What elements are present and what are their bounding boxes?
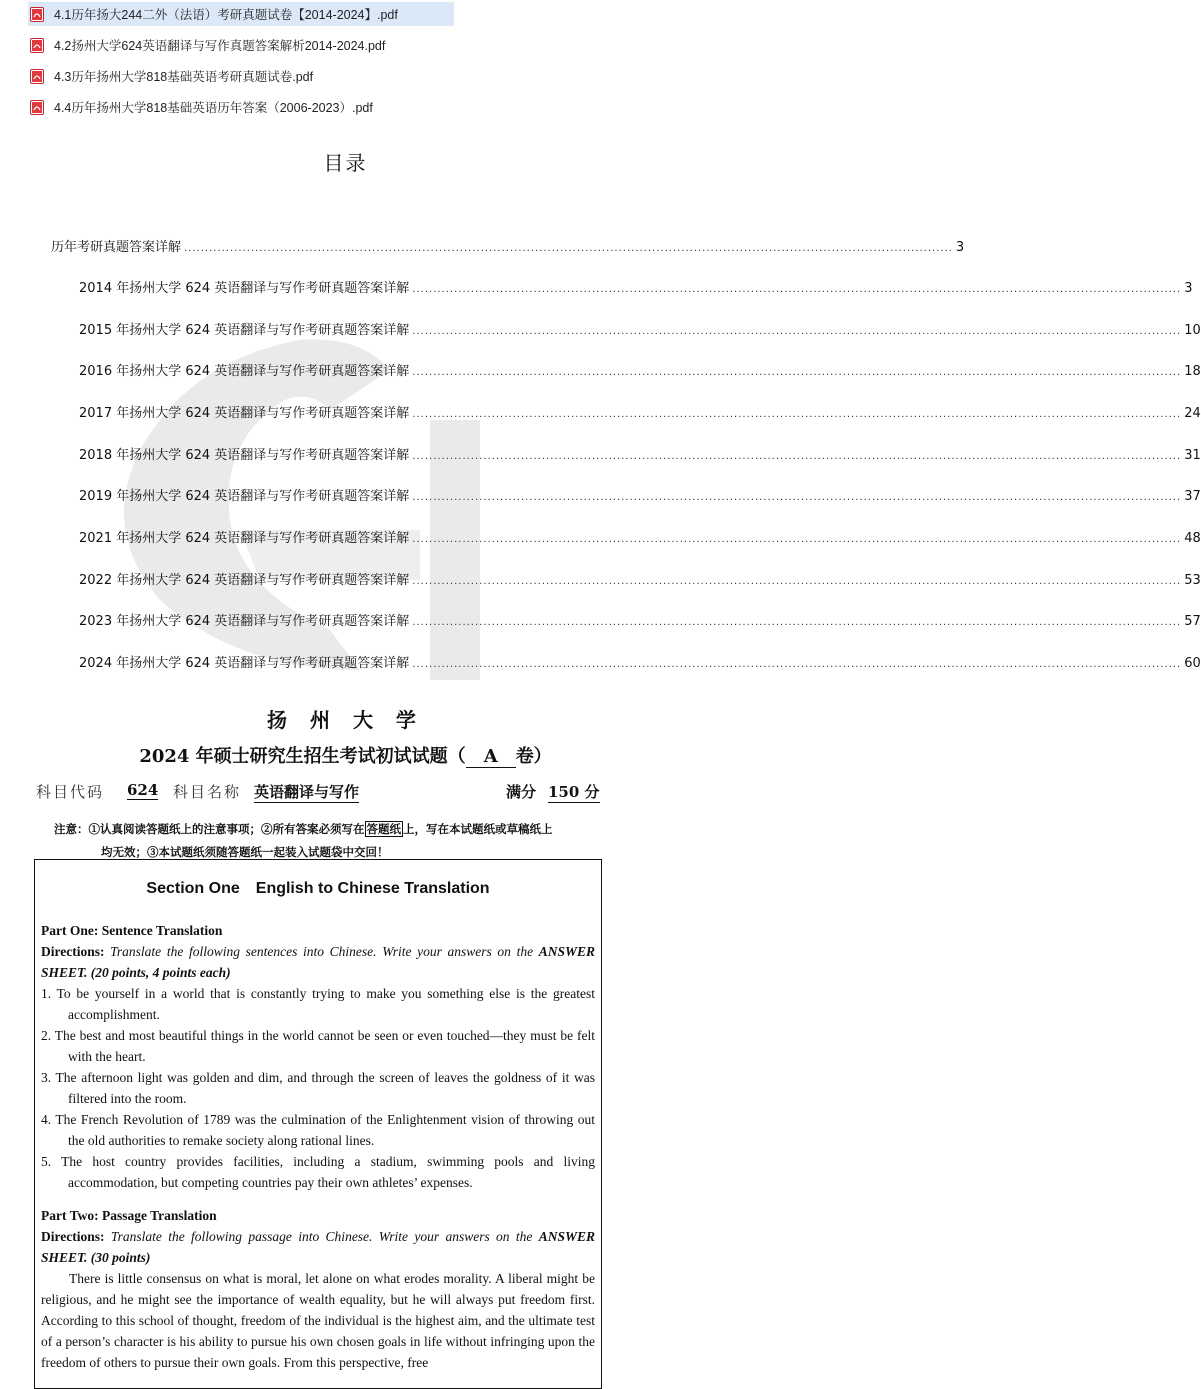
toc-entry[interactable] bbox=[79, 319, 1201, 338]
toc-entry-page: 48 bbox=[1184, 531, 1201, 546]
part2-directions bbox=[41, 1226, 595, 1268]
notice-text-1a: ①认真阅读答题纸上的注意事项；②所有答案必须写在 bbox=[88, 822, 365, 836]
file-name: 4.4历年扬州大学818基础英语历年答案（2006-2023）.pdf bbox=[54, 101, 373, 115]
toc-leader-dots: ........................................................................................................................................................................................ bbox=[412, 326, 1182, 337]
pdf-file-icon bbox=[30, 69, 44, 84]
toc-leader-dots: ........................................................................................................................................................................................ bbox=[412, 576, 1182, 587]
university-name: 扬 州 大 学 bbox=[267, 708, 424, 732]
sentence-item: 2. The best and most beautiful things in the world cannot be seen or even touched—they must be felt with the heart. bbox=[41, 1028, 595, 1064]
file-item[interactable] bbox=[30, 33, 385, 57]
subject-name: 英语翻译与写作 bbox=[254, 783, 360, 801]
exam-title bbox=[0, 742, 691, 768]
score-value: 150 分 bbox=[548, 783, 600, 801]
toc-entry-page: 24 bbox=[1184, 406, 1201, 421]
toc-leader-dots: ........................................................................................................................................................................................ bbox=[412, 451, 1182, 462]
toc-entry[interactable] bbox=[79, 652, 1201, 671]
exam-title-suffix: 卷） bbox=[515, 746, 552, 767]
toc-entry-label: 2016 年扬州大学 624 英语翻译与写作考研真题答案详解 bbox=[79, 364, 410, 379]
file-item[interactable] bbox=[30, 95, 373, 119]
subject-name-label: 科目名称 bbox=[173, 783, 242, 801]
toc-entry-page: 60 bbox=[1184, 656, 1201, 671]
toc-entry-page: 3 bbox=[1184, 281, 1193, 296]
pdf-file-icon bbox=[30, 100, 44, 115]
toc-entry-label: 2023 年扬州大学 624 英语翻译与写作考研真题答案详解 bbox=[79, 614, 410, 629]
directions-label: Directions: bbox=[41, 1229, 105, 1244]
notice-boxed-word: 答题纸 bbox=[366, 822, 401, 836]
sentence-item: 3. The afternoon light was golden and dim, and through the screen of leaves the goldness of it was filtered into the room. bbox=[41, 1070, 595, 1106]
file-name: 4.1历年扬大244二外（法语）考研真题试卷【2014-2024】.pdf bbox=[54, 8, 398, 22]
toc-leader-dots: ........................................................................................................................................................................................ bbox=[412, 617, 1182, 628]
toc-leader-dots: ........................................................................................................................................................................................ bbox=[412, 659, 1182, 670]
toc-entry[interactable] bbox=[79, 610, 1201, 629]
file-item[interactable] bbox=[28, 2, 454, 26]
sentence-item: 4. The French Revolution of 1789 was the culmination of the Enlightenment vision of throwing out the old authorities to remake society along rational lines. bbox=[41, 1112, 595, 1148]
toc-entry-page: 31 bbox=[1184, 448, 1201, 463]
toc-entry-page: 53 bbox=[1184, 573, 1201, 588]
exam-title-prefix: 2024 年硕士研究生招生考试初试试题（ bbox=[139, 746, 466, 767]
toc-entry-label: 2017 年扬州大学 624 英语翻译与写作考研真题答案详解 bbox=[79, 406, 410, 421]
directions-sheet: ANSWER SHEET. (20 points, 4 points each) bbox=[41, 944, 595, 980]
notice-text-2: 均无效；③本试题纸须随答题纸一起装入试题袋中交回！ bbox=[101, 845, 389, 859]
toc-leader-dots: ........................................................................................................................................................................................ bbox=[184, 243, 953, 254]
section-title-b: English to Chinese Translation bbox=[255, 880, 490, 897]
part1-title: Part One: Sentence Translation bbox=[41, 923, 223, 938]
pdf-file-icon bbox=[30, 38, 44, 53]
section-title-a: Section One bbox=[146, 880, 240, 897]
subject-code: 624 bbox=[127, 781, 159, 799]
toc-leader-dots: ........................................................................................................................................................................................ bbox=[412, 284, 1182, 295]
sentence-item: 5. The host country provides facilities, including a stadium, swimming pools and living accommodation, but competing countries pay their own athletes’ expenses. bbox=[41, 1154, 595, 1190]
file-name: 4.2扬州大学624英语翻译与写作真题答案解析2014-2024.pdf bbox=[54, 39, 386, 53]
file-item[interactable] bbox=[30, 64, 313, 88]
toc-entry-page: 37 bbox=[1184, 489, 1201, 504]
subject-code-label: 科目代码 bbox=[36, 783, 105, 801]
directions-label: Directions: bbox=[41, 944, 105, 959]
toc-entry-label: 2019 年扬州大学 624 英语翻译与写作考研真题答案详解 bbox=[79, 489, 410, 504]
toc-entry[interactable] bbox=[79, 569, 1201, 588]
paper-version: A bbox=[466, 746, 516, 768]
toc-entry[interactable] bbox=[79, 527, 1201, 546]
toc-entry-page: 10 bbox=[1184, 323, 1201, 338]
toc-entry-page: 57 bbox=[1184, 614, 1201, 629]
toc-entry-label: 2022 年扬州大学 624 英语翻译与写作考研真题答案详解 bbox=[79, 573, 410, 588]
toc-entry[interactable] bbox=[51, 236, 965, 255]
toc-entry-label: 2018 年扬州大学 624 英语翻译与写作考研真题答案详解 bbox=[79, 448, 410, 463]
directions-text: Translate the following passage into Chinese. Write your answers on the bbox=[110, 1229, 533, 1244]
toc-entry[interactable] bbox=[79, 277, 1193, 296]
part2-title: Part Two: Passage Translation bbox=[41, 1208, 217, 1223]
toc-entry-label: 2015 年扬州大学 624 英语翻译与写作考研真题答案详解 bbox=[79, 323, 410, 338]
file-name: 4.3历年扬州大学818基础英语考研真题试卷.pdf bbox=[54, 70, 314, 84]
toc-entry[interactable] bbox=[79, 360, 1201, 379]
sentence-item: 1. To be yourself in a world that is constantly trying to make you something else is the greatest accomplishment. bbox=[41, 986, 595, 1022]
toc-title: 目录 bbox=[323, 151, 368, 175]
toc-entry[interactable] bbox=[79, 402, 1201, 421]
toc-entry-page: 3 bbox=[955, 240, 965, 255]
toc-leader-dots: ........................................................................................................................................................................................ bbox=[412, 409, 1182, 420]
part1-directions bbox=[41, 941, 595, 983]
toc-leader-dots: ........................................................................................................................................................................................ bbox=[412, 367, 1182, 378]
exam-question-box bbox=[34, 859, 602, 1389]
toc-entry[interactable] bbox=[79, 485, 1201, 504]
passage-text: There is little consensus on what is moral, let alone on what erodes morality. A liberal might be religious, and he might see the importance of wealth equality, but he will always put freedom first. According to this school of thought, freedom of the individual is the highest aim, and the ultimate test of a person’s character is his ability to pursue his own chosen goals in life without infringing upon the freedom of others to pursue their own goals. From this perspective, free bbox=[41, 1271, 595, 1370]
section-content bbox=[41, 920, 595, 1373]
toc-entry-label: 历年考研真题答案详解 bbox=[51, 240, 182, 255]
toc-entry-label: 2014 年扬州大学 624 英语翻译与写作考研真题答案详解 bbox=[79, 281, 410, 296]
score-label: 满分 bbox=[506, 783, 537, 801]
directions-text: Translate the following sentences into Chinese. Write your answers on the bbox=[110, 944, 534, 959]
toc-entry-page: 18 bbox=[1184, 364, 1201, 379]
toc-leader-dots: ........................................................................................................................................................................................ bbox=[412, 492, 1182, 503]
section-title bbox=[35, 880, 601, 898]
pdf-file-icon bbox=[30, 7, 44, 22]
toc-entry-label: 2021 年扬州大学 624 英语翻译与写作考研真题答案详解 bbox=[79, 531, 410, 546]
notice-text-1b: 上，写在本试题纸或草稿纸上 bbox=[403, 822, 553, 836]
directions-sheet: ANSWER SHEET. (30 points) bbox=[41, 1229, 595, 1265]
toc-entry[interactable] bbox=[79, 444, 1201, 463]
toc-entry-label: 2024 年扬州大学 624 英语翻译与写作考研真题答案详解 bbox=[79, 656, 410, 671]
toc-leader-dots: ........................................................................................................................................................................................ bbox=[412, 534, 1182, 545]
exam-notice bbox=[54, 818, 599, 864]
notice-label: 注意： bbox=[54, 822, 89, 836]
